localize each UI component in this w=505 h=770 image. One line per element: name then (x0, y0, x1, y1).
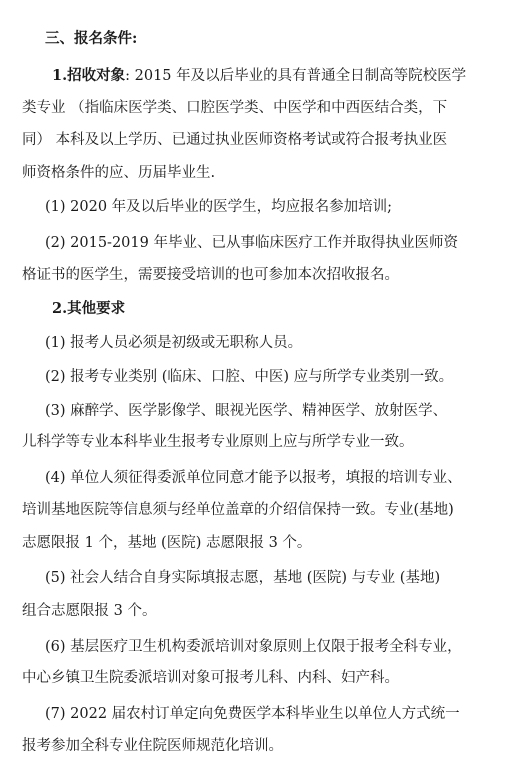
list-item: 格证书的医学生，需要接受培训的也可参加本次招收报名。 (22, 267, 399, 283)
list-item: (2) 2015-2019 年毕业、已从事临床医疗工作并取得执业医师资 (45, 235, 458, 251)
list-item: (1) 2020 年及以后毕业的医学生，均应报名参加培训; (45, 199, 393, 215)
list-item: (5) 社会人结合自身实际填报志愿，基地 (医院) 与专业 (基地) (45, 570, 441, 586)
paragraph-line: 同） 本科及以上学历、已通过执业医师资格考试或符合报考执业医 (22, 132, 448, 148)
other-requirements-heading: 2.其他要求 (52, 300, 126, 317)
list-item: (7) 2022 届农村订单定向免费医学本科毕业生以单位人方式统一 (45, 706, 460, 722)
section-heading: 三、报名条件: (45, 30, 138, 47)
list-item: (3) 麻醉学、医学影像学、眼视光医学、精神医学、放射医学、 (45, 403, 448, 419)
list-item: (4) 单位人须征得委派单位同意才能予以报考，填报的培训专业、 (45, 470, 462, 486)
list-item: 中心乡镇卫生院委派培训对象可报考儿科、内科、妇产科。 (22, 670, 399, 686)
list-item: (2) 报考专业类别 (临床、口腔、中医) 应与所学专业类别一致。 (45, 369, 454, 385)
list-item: 儿科学等专业本科毕业生报考专业原则上应与所学专业一致。 (22, 434, 414, 450)
list-item: 志愿限报 1 个，基地 (医院) 志愿限报 3 个。 (22, 535, 312, 551)
paragraph-line: 师资格条件的应、历届毕业生. (22, 165, 216, 181)
list-item: (1) 报考人员必须是初级或无职称人员。 (45, 335, 303, 351)
enrollment-target-text: : 2015 年及以后毕业的具有普通全日制高等院校医学 (125, 68, 467, 84)
enrollment-target-label: 1.招收对象 (52, 67, 126, 84)
list-item: 报考参加全科专业住院医师规范化培训。 (22, 738, 283, 754)
paragraph-line (52, 66, 502, 86)
list-item: 组合志愿限报 3 个。 (22, 603, 157, 619)
list-item: (6) 基层医疗卫生机构委派培训对象原则上仅限于报考全科专业， (45, 639, 462, 655)
list-item: 培训基地医院等信息须与经单位盖章的介绍信保持一致。专业(基地) (22, 502, 454, 518)
paragraph-line: 类专业 （指临床医学类、口腔医学类、中医学和中西医结合类，下 (22, 100, 448, 116)
